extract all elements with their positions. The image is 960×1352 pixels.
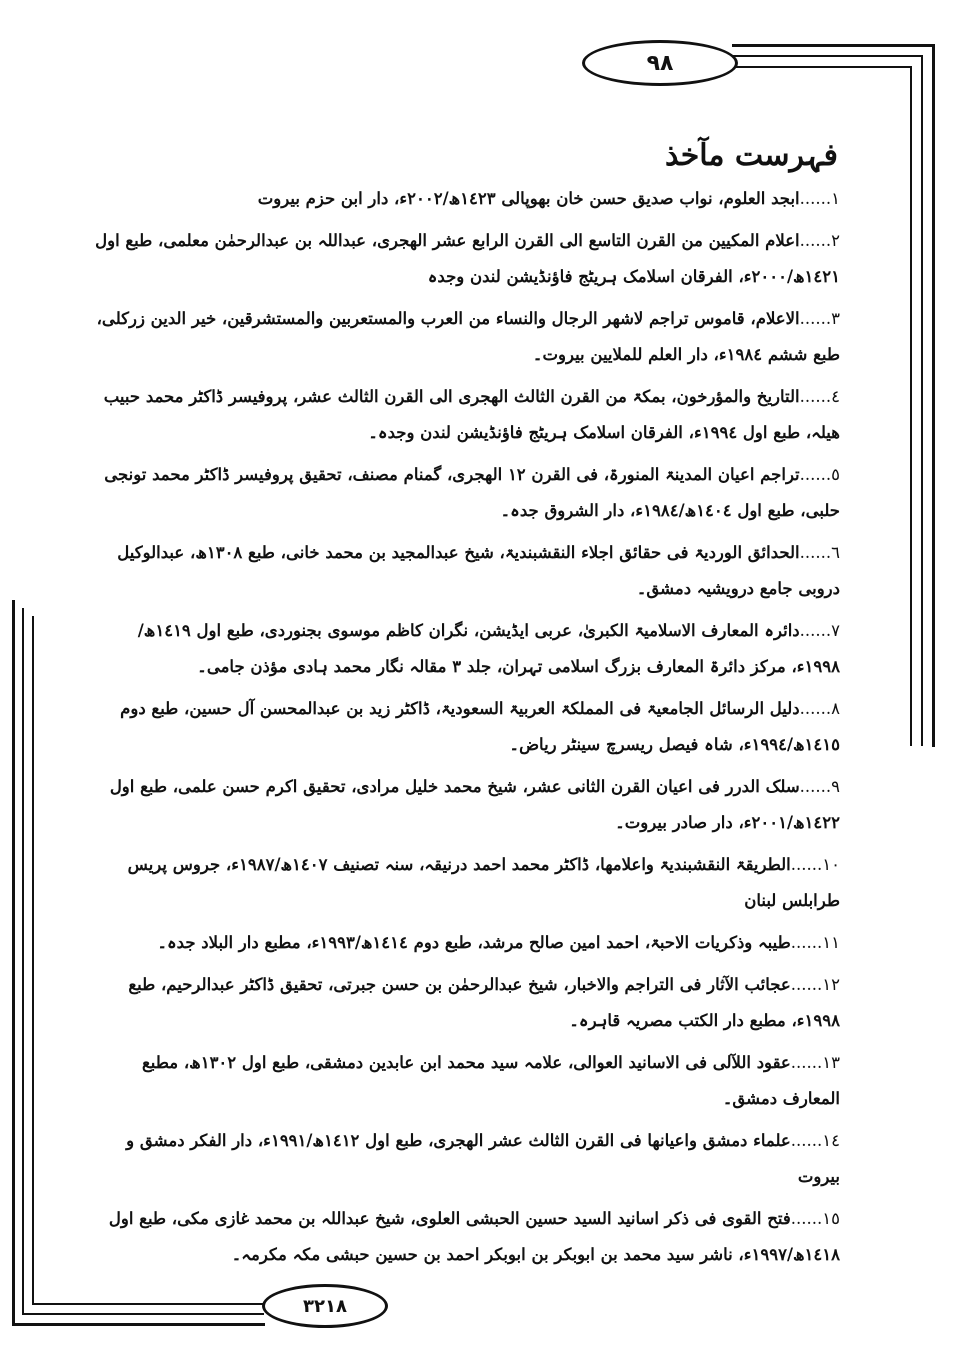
entry-text: عقود اللآلی فی الاسانید العوالی، علامہ سید محمد ابن عابدین دمشقی، طبع اول ١٣٠٢ھ، مطبع المعارف دمشق۔ <box>141 1053 840 1108</box>
entry-number: ١...... <box>799 189 840 208</box>
entry-number: ٨...... <box>799 699 840 718</box>
entry-number: ١٣...... <box>790 1053 840 1072</box>
list-item <box>90 967 840 1039</box>
list-item <box>90 457 840 529</box>
entry-number: ٤...... <box>799 387 840 406</box>
list-item <box>90 1201 840 1273</box>
entry-text: تراجم اعیان المدینۃ المنورۃ، فی القرن ١٢ الھجری، گمنام مصنف، تحقیق پروفیسر ڈاکٹر محمد تونجی حلبی، طبع اول ١٤٠٤ھ/١٩٨٤ء، دار الشروق جدہ۔ <box>104 465 840 520</box>
entry-number: ٥...... <box>799 465 840 484</box>
entry-text: عجائب الآثار فی التراجم والاخبار، شیخ عبدالرحمٰن بن حسن جبرتی، تحقیق ڈاکٹر عبدالرحیم، طبع ١٩٩٨ء، مطبع دار الکتب مصریہ قاہرہ۔ <box>128 975 840 1030</box>
list-item <box>90 181 840 217</box>
entry-text: طیبہ وذکریات الاحبۃ، احمد امین صالح مرشد، طبع دوم ١٤١٤ھ/١٩٩٣ء، مطبع دار البلاد جدہ۔ <box>157 933 791 952</box>
entry-number: ١١...... <box>790 933 840 952</box>
entry-text: الطریقۃ النقشبندیۃ واعلامھا، ڈاکٹر محمد احمد درنیقہ، سنہ تصنیف ١٤٠٧ھ/١٩٨٧ء، جروس پریس طرابلس لبنان <box>127 855 840 910</box>
list-item <box>90 691 840 763</box>
entry-number: ٩...... <box>799 777 840 796</box>
bibliography <box>90 138 840 1279</box>
list-item <box>90 1045 840 1117</box>
entry-number: ٣...... <box>799 309 840 328</box>
entry-number: ١٠...... <box>790 855 840 874</box>
entry-number: ٢...... <box>799 231 840 250</box>
page-number-bottom: ٣٢١٨ <box>262 1284 388 1328</box>
page-title: فہرست مآخذ <box>664 138 838 173</box>
entry-text: دلیل الرسائل الجامعیۃ فی المملکۃ العربیۃ السعودیۃ، ڈاکٹر زید بن عبدالمحسن آل حسین، طبع دوم ١٤١٥ھ/١٩٩٤ء، شاہ فیصل ریسرچ سینٹر ریاض۔ <box>120 699 840 754</box>
entry-text: سلک الدرر فی اعیان القرن الثانی عشر، شیخ محمد خلیل مرادی، تحقیق اکرم حسن علمی، طبع اول ١٤٢٢ھ/٢٠٠١ء، دار صادر بیروت۔ <box>109 777 840 832</box>
entry-number: ٦...... <box>799 543 840 562</box>
entry-text: اعلام المکیین من القرن التاسع الی القرن الرابع عشر الھجری، عبداللہ بن عبدالرحمٰن معلمی، طبع اول ١٤٢١ھ/٢٠٠٠ء، الفرقان اسلامک ہریٹج فاؤنڈیشن لندن وجدہ <box>95 231 840 286</box>
list-item <box>90 223 840 295</box>
page-number-top: ٩٨ <box>582 40 738 86</box>
entry-number: ١٤...... <box>790 1131 840 1150</box>
entry-list <box>90 181 840 1273</box>
list-item <box>90 379 840 451</box>
entry-text: الاعلام، قاموس تراجم لاشھر الرجال والنساء من العرب والمستعربین والمستشرقین، خیر الدین زرکلی، طبع ششم ١٩٨٤ء، دار العلم للملایین بیروت۔ <box>96 309 840 364</box>
list-item <box>90 769 840 841</box>
list-item <box>90 925 840 961</box>
entry-number: ٧...... <box>799 621 840 640</box>
entry-text: فتح القوی فی ذکر اسانید السید حسین الحبشی العلوی، شیخ عبداللہ بن محمد غازی مکی، طبع اول ١٤١٨ھ/١٩٩٧ء، ناشر سید محمد بن ابوبکر بن ابوبکر احمد بن حسین حبشی مکہ مکرمہ۔ <box>108 1209 840 1264</box>
entry-text: الحدائق الوردیۃ فی حقائق اجلاء النقشبندیۃ، شیخ عبدالمجید بن محمد خانی، طبع ١٣٠٨ھ، عبدالوکیل دروبی جامع درویشیہ دمشق۔ <box>117 543 840 598</box>
list-item <box>90 1123 840 1195</box>
entry-text: التاریخ والمؤرخون، بمکۃ من القرن الثالث الھجری الی القرن الثالث عشر، پروفیسر ڈاکٹر محمد حبیب ھیلہ، طبع اول ١٩٩٤ء، الفرقان اسلامک ہریٹج فاؤنڈیشن لندن وجدہ۔ <box>103 387 840 442</box>
entry-number: ١٥...... <box>790 1209 840 1228</box>
entry-text: دائرہ المعارف الاسلامیۃ الکبریٰ، عربی ایڈیشن، نگران کاظم موسوی بجنوردی، طبع اول ١٤١٩ھ/١٩٩٨ء، مرکز دائرۃ المعارف بزرگ اسلامی تہران، جلد ٣ مقالہ نگار محمد ہادی مؤذن جامی۔ <box>137 621 840 676</box>
list-item <box>90 847 840 919</box>
list-item <box>90 613 840 685</box>
list-item <box>90 301 840 373</box>
entry-text: علماء دمشق واعیانھا فی القرن الثالث عشر الھجری، طبع اول ١٤١٢ھ/١٩٩١ء، دار الفکر دمشق و بیروت <box>126 1131 840 1186</box>
entry-text: ابجد العلوم، نواب صدیق حسن خان بھوپالی ١٤٢٣ھ/٢٠٠٢ء، دار ابن حزم بیروت <box>257 189 800 208</box>
list-item <box>90 535 840 607</box>
entry-number: ١٢...... <box>790 975 840 994</box>
